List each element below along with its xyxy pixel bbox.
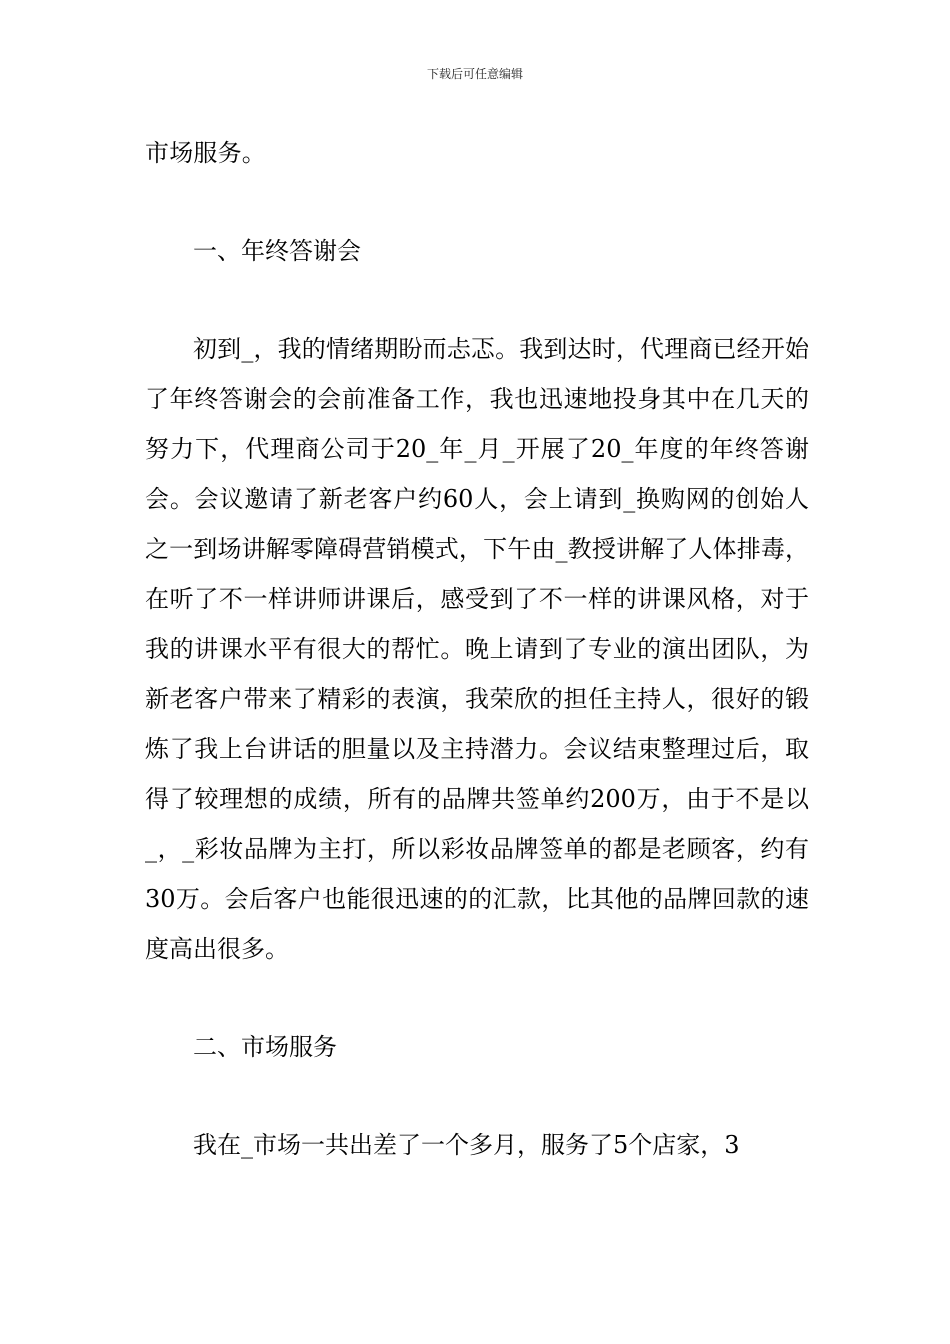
section-paragraph-2: 我在_市场一共出差了一个多月，服务了5个店家，3 <box>193 1131 740 1159</box>
document-body <box>145 128 809 1170</box>
section-heading-2: 二、市场服务 <box>193 1033 337 1061</box>
continuation-text: 市场服务。 <box>145 139 266 167</box>
section-heading-1: 一、年终答谢会 <box>193 237 361 265</box>
page-header: 下载后可任意编辑 <box>426 67 523 81</box>
section-paragraph-1: 初到_，我的情绪期盼而忐忑。我到达时，代理商已经开始了年终答谢会的会前准备工作，我也迅速地投身其中在几天的努力下，代理商公司于20_年_月_开展了20_年度的年终答谢会。会议邀请了新老客户约60人，会上请到_换购网的创始人之一到场讲解零障碍营销模式，下午由_教授讲解了人体排毒，在听了不一样讲师讲课后，感受到了不一样的讲课风格，对于我的讲课水平有很大的帮忙。晚上请到了专业的演出团队，为新老客户带来了精彩的表演，我荣欣的担任主持人，很好的锻炼了我上台讲话的胆量以及主持潜力。会议结束整理过后，取得了较理想的成绩，所有的品牌共签单约200万，由于不是以_，_彩妆品牌为主打，所以彩妆品牌签单的都是老顾客，约有30万。会后客户也能很迅速的的汇款，比其他的品牌回款的速度高出很多。 <box>145 335 809 963</box>
